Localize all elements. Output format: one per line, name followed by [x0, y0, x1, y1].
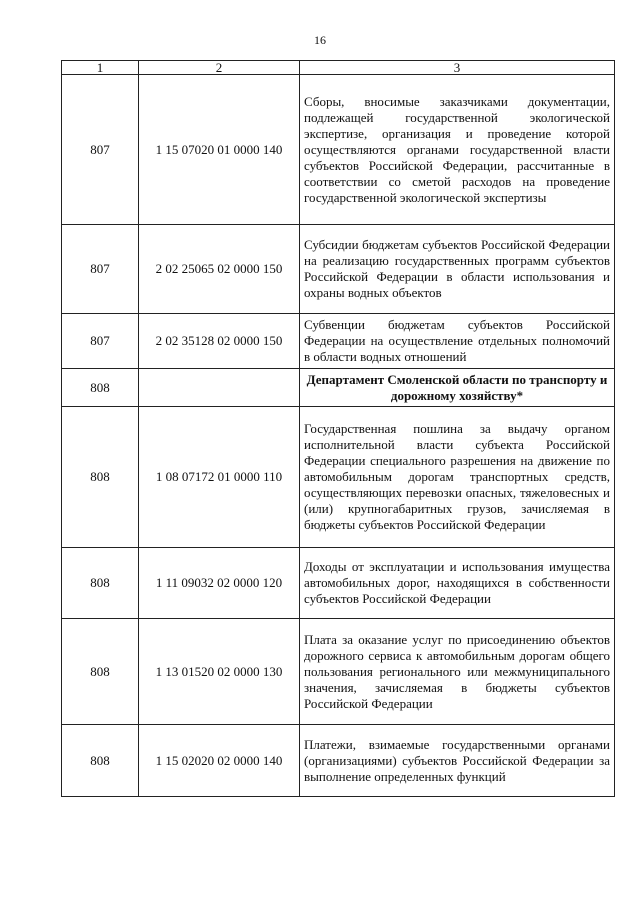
- page-number: 16: [314, 33, 326, 47]
- budget-codes-table: [61, 60, 615, 797]
- table-row-department: [62, 369, 615, 407]
- revenue-code-cell: 2 02 25065 02 0000 150: [139, 225, 300, 314]
- revenue-code-cell: 1 11 09032 02 0000 120: [139, 548, 300, 619]
- revenue-code-cell: 1 08 07172 01 0000 110: [139, 407, 300, 548]
- revenue-code-cell: 1 15 07020 01 0000 140: [139, 75, 300, 225]
- table-row: [62, 314, 615, 369]
- column-header-1: 1: [62, 61, 139, 75]
- revenue-name-cell: Государственная пошлина за выдачу органом исполнительной власти субъекта Российской Федерации специального разрешения на движение по автомобильным дорогам транспортных средств, осуществляющих перевозки опасных, тяжеловесных и (или) крупногабаритных грузов, зачисляемая в бюджеты субъектов Российской Федерации: [300, 407, 615, 548]
- table-row: [62, 75, 615, 225]
- admin-code-cell: 807: [62, 225, 139, 314]
- revenue-name-cell: Плата за оказание услуг по присоединению объектов дорожного сервиса к автомобильным дорогам общего пользования регионального или межмуниципального значения, зачисляемая в бюджеты субъектов Российской Федерации: [300, 619, 615, 725]
- column-header-3: 3: [300, 61, 615, 75]
- revenue-code-cell: [139, 369, 300, 407]
- table-row: [62, 407, 615, 548]
- revenue-name-cell: Субвенции бюджетам субъектов Российской Федерации на осуществление отдельных полномочий в области водных отношений: [300, 314, 615, 369]
- column-header-2: 2: [139, 61, 300, 75]
- admin-code-cell: 808: [62, 407, 139, 548]
- revenue-name-cell: Доходы от эксплуатации и использования имущества автомобильных дорог, находящихся в собственности субъектов Российской Федерации: [300, 548, 615, 619]
- revenue-code-cell: 1 15 02020 02 0000 140: [139, 725, 300, 797]
- admin-code-cell: 807: [62, 314, 139, 369]
- department-heading: Департамент Смоленской области по транспорту и дорожному хозяйству*: [300, 369, 615, 407]
- admin-code-cell: 807: [62, 75, 139, 225]
- admin-code-cell: 808: [62, 725, 139, 797]
- revenue-name-cell: Платежи, взимаемые государственными органами (организациями) субъектов Российской Федерации за выполнение определенных функций: [300, 725, 615, 797]
- table-header-row: [62, 61, 615, 75]
- table-row: [62, 619, 615, 725]
- table-row: [62, 225, 615, 314]
- admin-code-cell: 808: [62, 369, 139, 407]
- revenue-code-cell: 2 02 35128 02 0000 150: [139, 314, 300, 369]
- revenue-name-cell: Сборы, вносимые заказчиками документации, подлежащей государственной экологической экспертизе, организация и проведение которой осуществляются органами государственной власти субъектов Российской Федерации, рассчитанные в соответствии со сметой расходов на проведение государственной экологической экспертизы: [300, 75, 615, 225]
- table-row: [62, 548, 615, 619]
- admin-code-cell: 808: [62, 619, 139, 725]
- revenue-name-cell: Субсидии бюджетам субъектов Российской Федерации на реализацию государственных программ субъектов Российской Федерации в области использования и охраны водных объектов: [300, 225, 615, 314]
- revenue-code-cell: 1 13 01520 02 0000 130: [139, 619, 300, 725]
- table-row: [62, 725, 615, 797]
- admin-code-cell: 808: [62, 548, 139, 619]
